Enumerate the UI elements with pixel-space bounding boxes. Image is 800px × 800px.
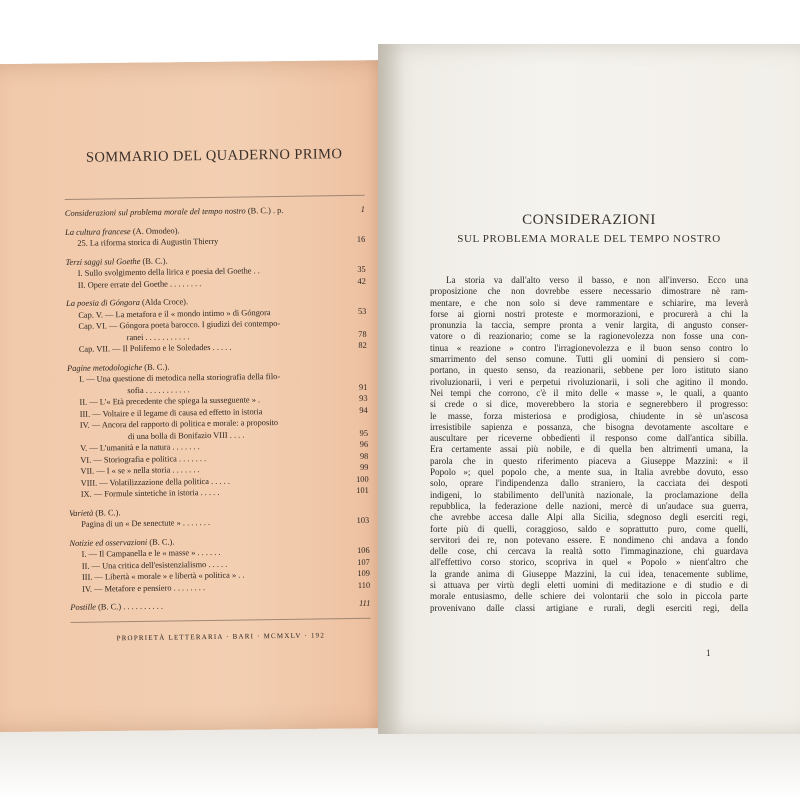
toc-entry-author: (A. Omodeo). <box>130 225 180 236</box>
toc-entry-page: 111 <box>358 598 371 608</box>
toc-entry-title: II. Opere errate del Goethe . . . . . . . . <box>77 278 202 290</box>
toc-entry-page <box>365 503 369 515</box>
toc-entry-title: Considerazioni sul problema morale del tempo nostro (B. C.) . p. <box>64 205 284 218</box>
toc-entry-title: I. Sullo svolgimento della lirica e poesia del Goethe . . <box>77 266 260 278</box>
body-text-line: pronunzia la taccia, sempre pronta a venir largita, di angusto conser- <box>430 320 748 331</box>
toc-entry-title: IV. — Metafore e pensiero . . . . . . . . <box>82 582 206 594</box>
body-text-line: auscultare per riceverne obbedienti il responso come dall'antica sibilla. <box>430 433 748 444</box>
toc-entry-title: Notizie ed osservazioni (B. C.). <box>69 536 175 548</box>
toc-entry-page: 99 <box>360 462 369 472</box>
body-text-line: vatore o di reazionario; come se la ragionevolezza non fosse una con- <box>430 331 748 342</box>
toc-entry-author: (B. C.) . p. <box>245 205 284 216</box>
toc-entry-page <box>364 416 368 428</box>
toc-entry-page: 42 <box>357 276 366 286</box>
body-text-line: mentare, e che non solo si deve rammentare e schiarire, ma leverà <box>430 297 748 308</box>
toc-entry-title: di una bolla di Bonifazio VIII . . . . <box>127 430 245 441</box>
toc-entry-title: I. — Una questione di metodica nella storiografia della filo- <box>79 372 281 384</box>
toc-entry <box>65 204 365 220</box>
toc-entry-page: 107 <box>357 557 370 567</box>
toc-entry-title: IV. — Ancora del rapporto di politica e morale: a proposito <box>79 418 279 430</box>
toc-entry-page: 53 <box>357 306 367 316</box>
body-text-line: repubblica, la federazione delle nazioni, mercè di un'audace sua guerra, <box>430 500 748 511</box>
toc-entry-page: 95 <box>359 428 369 438</box>
copyright-footer: PROPRIETÀ LETTERARIA · BARI · MCMXLV · 192 <box>116 630 326 642</box>
body-text-line: servitori dei re, non potevano essere. E nondimeno chi andava a fondo <box>430 534 748 545</box>
toc-entry-title: La cultura francese (A. Omodeo). <box>65 225 180 237</box>
toc-entry-page: 109 <box>357 568 371 578</box>
toc-title: SOMMARIO DEL QUADERNO PRIMO <box>85 146 343 166</box>
toc-entry-title: ranei . . . . . . . . . . . <box>126 331 190 342</box>
toc-entry-page <box>365 533 369 545</box>
toc-entry-title: III. — Libertà « morale » e libertà « politica » . . <box>81 570 245 582</box>
toc-entry-page: 1 <box>360 204 365 214</box>
toc-entry-title: Postille (B. C.) . . . . . . . . . . <box>70 601 164 612</box>
toc-entry-title: II. — L'« Età precedente che spiega la susseguente » . <box>79 395 261 407</box>
toc-entry-page: 100 <box>355 474 369 484</box>
toc-entry-title: Varietà (B. C.). <box>69 507 121 518</box>
toc-entry-title: Cap. V. — La metafora e il « mondo intimo » di Góngora <box>78 307 271 320</box>
body-text-line: forse ai giorni nostri proteste e mormorazioni, e procurerà a chi la <box>430 308 748 319</box>
toc-entry-page: 82 <box>358 340 367 350</box>
body-text-line: che avrebbe accesa dalle Alpi alla Sicilia, sdegnoso degli eserciti regi, <box>430 512 748 523</box>
body-text-line: indigeni, lo stabilimento dell'unità nazionale, la proclamazione della <box>430 489 748 500</box>
body-text-line: proposizione che non dovrebbe essere necessario dimostrare nè ram- <box>430 286 748 297</box>
table-of-contents <box>64 146 371 643</box>
body-text-line: portano, in questo senso, da reazionarii, sebbene per loro istituto siano <box>430 365 748 376</box>
toc-entry-title: Cap. VII. — Il Polifemo e le Soledades . . . . . <box>78 342 232 354</box>
body-text-line: La storia va dall'alto verso il basso, e non all'inverso. Ecco una <box>446 275 748 285</box>
toc-entry-page: 110 <box>357 580 371 590</box>
body-text-line: si attuava per virtù degli eletti uomini di meditazione e di studio e di <box>430 580 748 591</box>
toc-entry-page <box>363 358 367 370</box>
body-text-line: si crede o si dice, moverebbero la storia e segnerebbero il progresso: <box>430 399 748 410</box>
toc-entry-page: 106 <box>356 545 370 555</box>
toc-entry-author: (B. C.). <box>93 507 121 518</box>
body-text-line: irresistibile sapienza e possanza, che bisogna devotamente ascoltare e <box>430 421 748 432</box>
body-text-line: smarrimento del senso comune. Tutti gli uomini di pensiero si com- <box>430 354 748 365</box>
toc-entry-title: Terzi saggi sul Goethe (B. C.). <box>65 256 168 267</box>
toc-entry-title: 25. La riforma storica di Augustin Thierry <box>77 236 219 248</box>
toc-entry-page: 91 <box>358 382 368 392</box>
toc-entry-title: IX. — Formule sintetiche in istoria . . . . . <box>80 487 220 499</box>
toc-entry-title: II. — Una critica dell'esistenzialismo . . . . . <box>81 559 228 571</box>
toc-entry-page: 94 <box>359 405 368 415</box>
article-body <box>430 275 748 614</box>
toc-entry-page: 93 <box>359 393 368 403</box>
toc-entry-page: 103 <box>356 515 370 525</box>
toc-entry-page: 78 <box>358 329 367 339</box>
body-text-line: Popolo »; quel popolo che, a mente sua, in Italia avrebbe dovuto, esso <box>430 467 748 478</box>
body-text-line: delle cose, chi cercava la realtà sotto l'immaginazione, chi guardava <box>430 546 748 557</box>
toc-entry-title: I. — Il Campanella e le « masse » . . . . . . <box>81 547 221 559</box>
body-text-line: la grande anima di Giuseppe Mazzini, la cui idea, tenacemente sublime, <box>430 568 748 579</box>
page-number: 1 <box>706 648 711 658</box>
body-text-line: rivoluzionarii, i veri e perpetui rivoluzionarii, i soli che agitino il mondo. <box>430 376 748 387</box>
toc-entry-title: V. — L'umanità e la natura . . . . . . . <box>80 442 200 453</box>
toc-entry-author: (B. C.). <box>140 256 168 266</box>
body-text-line: le masse, forza misteriosa e prodigiosa, chiudente in sè un'ascosa <box>430 410 748 421</box>
body-text-line: parola che in questo riferimento piaceva a Giuseppe Mazzini: « il <box>430 455 748 466</box>
toc-bottom-rule <box>71 617 371 622</box>
toc-entry-page <box>361 222 365 234</box>
article-title: CONSIDERAZIONI <box>522 212 656 228</box>
toc-entry-title: Pagine metodologiche (B. C.). <box>66 362 170 373</box>
toc-entry-page <box>363 370 367 382</box>
toc-entry-author: (B. C.). <box>142 362 170 372</box>
toc-entry-author: (B. C.). <box>147 536 175 547</box>
toc-entry-page <box>362 317 366 329</box>
body-text-line: provenivano dalle classi artigiane e rurali, degli eserciti regi, della <box>430 602 748 613</box>
body-text-line: morale entusiasmo, delle schiere dei volontarii che solo in piccola parte <box>430 591 748 602</box>
body-text-line: all'effettivo corso storico, scopriva in quel « Popolo » nient'altro che <box>430 557 748 568</box>
body-text-line: forte più di quelli, coraggioso, saldo e soprattutto puro, come quelli, <box>430 523 748 534</box>
toc-entry-page: 35 <box>357 264 366 274</box>
toc-entry-page: 98 <box>359 451 369 461</box>
toc-entry-page: 101 <box>356 485 369 495</box>
toc-entry-title: III. — Voltaire e il legame di causa ed effetto in istoria <box>79 406 263 419</box>
toc-entry-title: Pagina di un « De senectute » . . . . . . . <box>81 517 211 529</box>
toc-entry-title: VII. — I « se » nella storia . . . . . . . <box>80 465 200 476</box>
toc-entry-page: 16 <box>356 234 366 244</box>
toc-entry-author: (Alda Croce). <box>139 297 189 307</box>
toc-entry-title: La poesia di Góngora (Alda Croce). <box>66 297 189 308</box>
toc-entry-title: VIII. — Volatilizzazione della politica . . . . . <box>80 476 230 488</box>
toc-entry-title: Cap. VI. — Góngora poeta barocco. I giudizi dei contempo- <box>78 318 281 331</box>
body-text-line: tinua « reazione » contro l'irragionevolezza e il buon senso contro lo <box>430 342 748 353</box>
article-subtitle: SUL PROBLEMA MORALE DEL TEMPO NOSTRO <box>457 233 721 245</box>
toc-entry-page: 96 <box>359 439 369 449</box>
toc-entries <box>65 204 371 614</box>
toc-entry <box>70 598 370 614</box>
toc-entry-author: (B. C.) . . . . . . . . . . <box>95 601 164 612</box>
article-page <box>430 212 748 614</box>
toc-entry-title: sofia . . . . . . . . . . . <box>127 384 190 395</box>
body-text-line: solo, oprare l'indipendenza dallo straniero, la cacciata dei despoti <box>430 478 748 489</box>
body-text-line: Era certamente assai più nobile, e di quella ben altrimenti umana, la <box>430 444 748 455</box>
toc-entry-title: VI. — Storiografia e politica . . . . . . . <box>80 453 207 465</box>
toc-entry-page <box>362 294 366 306</box>
body-text-line: Nei tempi che corrono, c'è il mito delle « masse », le quali, a quanto <box>430 387 748 398</box>
toc-entry-page <box>361 252 365 264</box>
toc-top-rule <box>65 195 365 200</box>
